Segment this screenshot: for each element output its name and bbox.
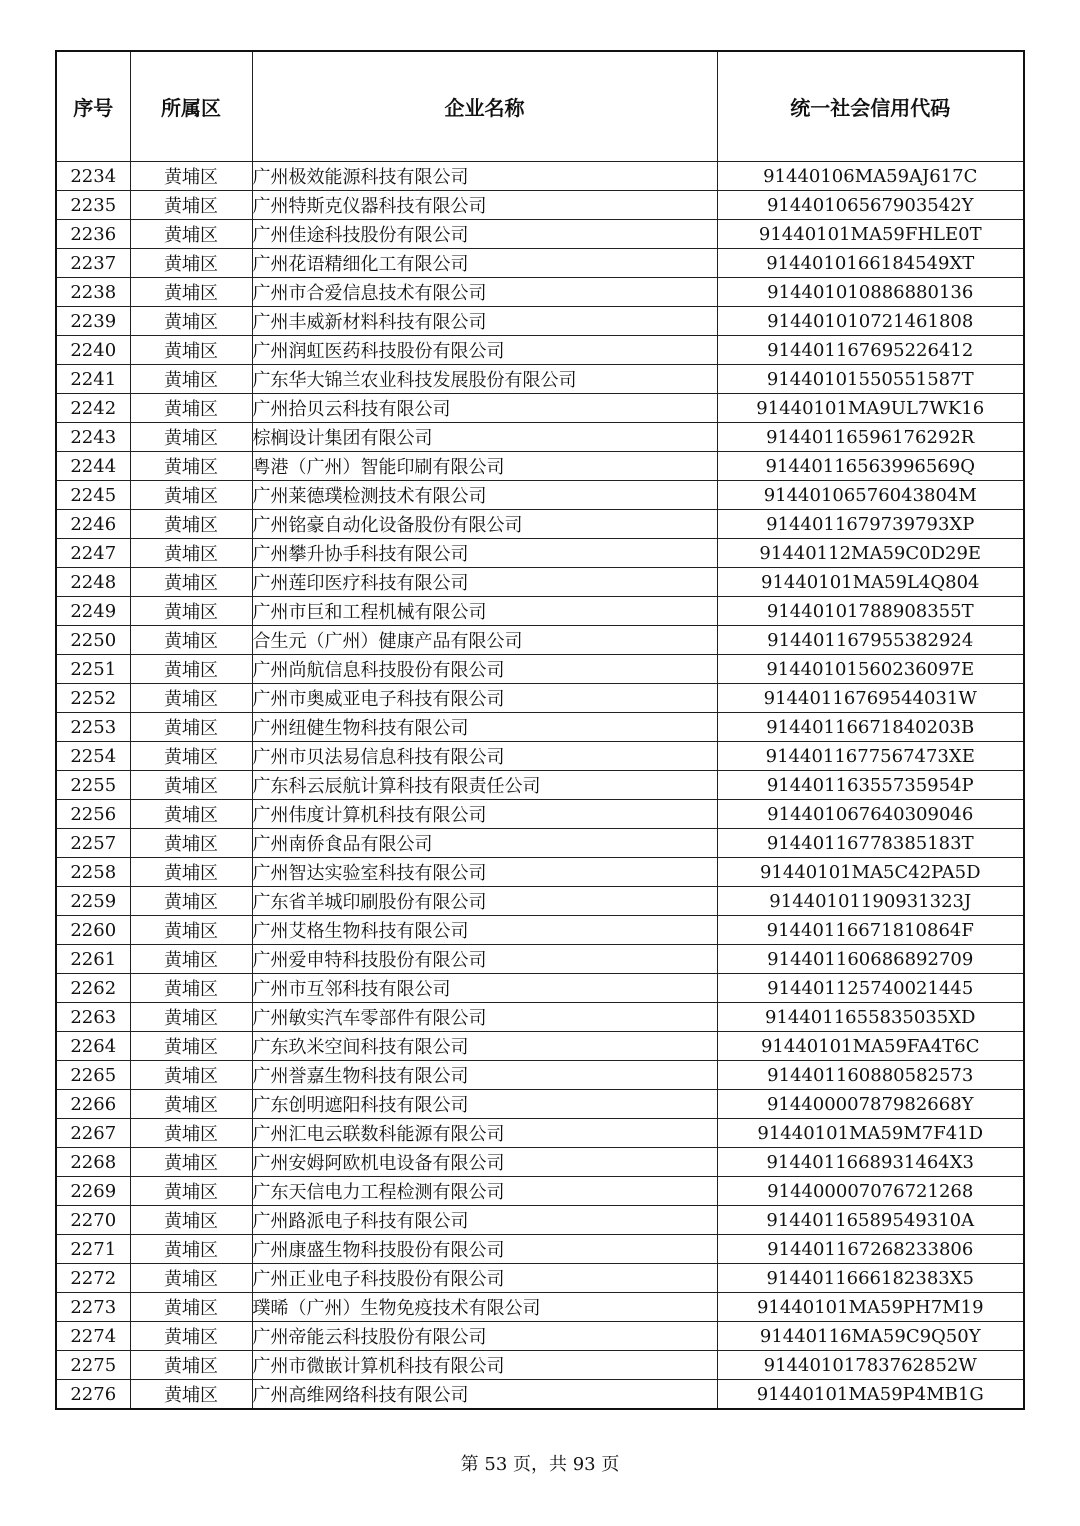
cell-district: 黄埔区 [130,1206,252,1235]
cell-company-name: 广东华大锦兰农业科技发展股份有限公司 [252,365,717,394]
cell-seq: 2249 [56,597,130,626]
cell-credit-code: 91440101MA59PH7M19 [717,1293,1024,1322]
header-district: 所属区 [130,51,252,162]
cell-company-name: 广州市巨和工程机械有限公司 [252,597,717,626]
cell-district: 黄埔区 [130,249,252,278]
cell-district: 黄埔区 [130,858,252,887]
cell-seq: 2243 [56,423,130,452]
table-row [56,1177,1024,1206]
cell-seq: 2250 [56,626,130,655]
cell-credit-code: 91440101788908355T [717,597,1024,626]
cell-seq: 2245 [56,481,130,510]
table-row [56,1351,1024,1380]
cell-district: 黄埔区 [130,1322,252,1351]
table-row [56,1119,1024,1148]
cell-credit-code: 914401167268233806 [717,1235,1024,1264]
cell-company-name: 广州爱申特科技股份有限公司 [252,945,717,974]
cell-district: 黄埔区 [130,684,252,713]
table-row [56,916,1024,945]
cell-credit-code: 914401160686892709 [717,945,1024,974]
cell-credit-code: 914401167695226412 [717,336,1024,365]
cell-seq: 2235 [56,191,130,220]
cell-seq: 2257 [56,829,130,858]
cell-credit-code: 91440000787982668Y [717,1090,1024,1119]
cell-district: 黄埔区 [130,394,252,423]
cell-seq: 2272 [56,1264,130,1293]
cell-company-name: 棕榈设计集团有限公司 [252,423,717,452]
cell-company-name: 广州尚航信息科技股份有限公司 [252,655,717,684]
cell-company-name: 广州莱德璞检测技术有限公司 [252,481,717,510]
cell-credit-code: 91440116MA59C9Q50Y [717,1322,1024,1351]
cell-seq: 2266 [56,1090,130,1119]
cell-company-name: 璞晞（广州）生物免疫技术有限公司 [252,1293,717,1322]
table-row [56,568,1024,597]
cell-credit-code: 91440101MA9UL7WK16 [717,394,1024,423]
cell-company-name: 广州智达实验室科技有限公司 [252,858,717,887]
table-row [56,365,1024,394]
cell-seq: 2258 [56,858,130,887]
cell-seq: 2275 [56,1351,130,1380]
table-row [56,336,1024,365]
table-row [56,655,1024,684]
cell-company-name: 广州帝能云科技股份有限公司 [252,1322,717,1351]
table-row [56,191,1024,220]
cell-company-name: 广州伟度计算机科技有限公司 [252,800,717,829]
cell-seq: 2240 [56,336,130,365]
cell-seq: 2237 [56,249,130,278]
cell-district: 黄埔区 [130,1003,252,1032]
cell-company-name: 广州丰威新材料科技有限公司 [252,307,717,336]
cell-company-name: 广州高维网络科技有限公司 [252,1380,717,1410]
cell-credit-code: 9144011655835035XD [717,1003,1024,1032]
table-row [56,220,1024,249]
table-row [56,887,1024,916]
cell-district: 黄埔区 [130,1264,252,1293]
cell-credit-code: 91440101783762852W [717,1351,1024,1380]
table-row [56,539,1024,568]
header-credit-code: 统一社会信用代码 [717,51,1024,162]
cell-seq: 2252 [56,684,130,713]
cell-seq: 2234 [56,162,130,191]
table-row [56,249,1024,278]
cell-company-name: 广州正业电子科技股份有限公司 [252,1264,717,1293]
cell-district: 黄埔区 [130,452,252,481]
cell-company-name: 广州南侨食品有限公司 [252,829,717,858]
table-row [56,597,1024,626]
cell-company-name: 广东玖米空间科技有限公司 [252,1032,717,1061]
cell-district: 黄埔区 [130,829,252,858]
cell-credit-code: 914401160880582573 [717,1061,1024,1090]
cell-district: 黄埔区 [130,336,252,365]
cell-credit-code: 91440106576043804M [717,481,1024,510]
cell-seq: 2261 [56,945,130,974]
cell-seq: 2276 [56,1380,130,1410]
cell-credit-code: 91440116778385183T [717,829,1024,858]
cell-seq: 2241 [56,365,130,394]
cell-company-name: 广州市微嵌计算机科技有限公司 [252,1351,717,1380]
cell-seq: 2256 [56,800,130,829]
cell-credit-code: 91440116563996569Q [717,452,1024,481]
table-row [56,278,1024,307]
table-row [56,423,1024,452]
enterprise-table [55,50,1025,1410]
cell-district: 黄埔区 [130,1380,252,1410]
cell-seq: 2236 [56,220,130,249]
cell-district: 黄埔区 [130,162,252,191]
cell-district: 黄埔区 [130,191,252,220]
cell-company-name: 广州安姆阿欧机电设备有限公司 [252,1148,717,1177]
cell-company-name: 广州市互邻科技有限公司 [252,974,717,1003]
cell-company-name: 广州特斯克仪器科技有限公司 [252,191,717,220]
cell-district: 黄埔区 [130,220,252,249]
table-row [56,1322,1024,1351]
cell-company-name: 广东科云辰航计算科技有限责任公司 [252,771,717,800]
cell-seq: 2254 [56,742,130,771]
table-row [56,510,1024,539]
cell-credit-code: 91440116671810864F [717,916,1024,945]
cell-company-name: 广州润虹医药科技股份有限公司 [252,336,717,365]
cell-seq: 2238 [56,278,130,307]
cell-seq: 2248 [56,568,130,597]
cell-company-name: 广州纽健生物科技有限公司 [252,713,717,742]
cell-district: 黄埔区 [130,1293,252,1322]
cell-credit-code: 91440101560236097E [717,655,1024,684]
cell-company-name: 粤港（广州）智能印刷有限公司 [252,452,717,481]
table-row [56,307,1024,336]
cell-credit-code: 9144011677567473XE [717,742,1024,771]
cell-seq: 2271 [56,1235,130,1264]
cell-seq: 2239 [56,307,130,336]
cell-credit-code: 91440101190931323J [717,887,1024,916]
cell-company-name: 广州敏实汽车零部件有限公司 [252,1003,717,1032]
table-header-row [56,51,1024,162]
cell-district: 黄埔区 [130,974,252,1003]
table-row [56,684,1024,713]
table-row [56,713,1024,742]
cell-credit-code: 91440101MA59FA4T6C [717,1032,1024,1061]
cell-company-name: 广州艾格生物科技有限公司 [252,916,717,945]
page-indicator: 第 53 页，共 93 页 [460,1454,620,1475]
cell-credit-code: 914401010721461808 [717,307,1024,336]
cell-company-name: 广州市贝法易信息科技有限公司 [252,742,717,771]
header-seq: 序号 [56,51,130,162]
table-body [56,162,1024,1410]
cell-company-name: 广州康盛生物科技股份有限公司 [252,1235,717,1264]
cell-company-name: 广州誉嘉生物科技有限公司 [252,1061,717,1090]
cell-district: 黄埔区 [130,1235,252,1264]
cell-credit-code: 9144010166184549XT [717,249,1024,278]
cell-seq: 2263 [56,1003,130,1032]
cell-district: 黄埔区 [130,1090,252,1119]
table-row [56,800,1024,829]
table-row [56,452,1024,481]
cell-seq: 2251 [56,655,130,684]
cell-company-name: 广州市奥威亚电子科技有限公司 [252,684,717,713]
cell-district: 黄埔区 [130,713,252,742]
cell-seq: 2255 [56,771,130,800]
cell-credit-code: 91440106567903542Y [717,191,1024,220]
cell-seq: 2253 [56,713,130,742]
table-row [56,1235,1024,1264]
cell-credit-code: 91440112MA59C0D29E [717,539,1024,568]
cell-district: 黄埔区 [130,771,252,800]
table-row [56,1003,1024,1032]
cell-seq: 2244 [56,452,130,481]
table-row [56,945,1024,974]
cell-district: 黄埔区 [130,887,252,916]
table-row [56,771,1024,800]
cell-credit-code: 91440101MA59M7F41D [717,1119,1024,1148]
table-row [56,1061,1024,1090]
table-row [56,1032,1024,1061]
cell-credit-code: 91440116355735954P [717,771,1024,800]
cell-credit-code: 91440116671840203B [717,713,1024,742]
table-row [56,1148,1024,1177]
cell-seq: 2273 [56,1293,130,1322]
cell-credit-code: 914400007076721268 [717,1177,1024,1206]
cell-district: 黄埔区 [130,916,252,945]
cell-district: 黄埔区 [130,1351,252,1380]
cell-credit-code: 91440101550551587T [717,365,1024,394]
cell-credit-code: 9144011668931464X3 [717,1148,1024,1177]
cell-credit-code: 9144011666182383X5 [717,1264,1024,1293]
cell-district: 黄埔区 [130,1061,252,1090]
cell-district: 黄埔区 [130,510,252,539]
cell-district: 黄埔区 [130,365,252,394]
cell-company-name: 广州拾贝云科技有限公司 [252,394,717,423]
cell-seq: 2265 [56,1061,130,1090]
cell-company-name: 广州汇电云联数科能源有限公司 [252,1119,717,1148]
cell-credit-code: 914401067640309046 [717,800,1024,829]
cell-company-name: 合生元（广州）健康产品有限公司 [252,626,717,655]
cell-credit-code: 9144011679739793XP [717,510,1024,539]
cell-credit-code: 91440101MA5C42PA5D [717,858,1024,887]
cell-company-name: 广州攀升协手科技有限公司 [252,539,717,568]
cell-district: 黄埔区 [130,1032,252,1061]
cell-credit-code: 914401125740021445 [717,974,1024,1003]
cell-company-name: 广州佳途科技股份有限公司 [252,220,717,249]
cell-seq: 2270 [56,1206,130,1235]
cell-credit-code: 914401010886880136 [717,278,1024,307]
cell-district: 黄埔区 [130,1177,252,1206]
cell-company-name: 广东创明遮阳科技有限公司 [252,1090,717,1119]
table-row [56,829,1024,858]
cell-credit-code: 91440101MA59P4MB1G [717,1380,1024,1410]
cell-company-name: 广州路派电子科技有限公司 [252,1206,717,1235]
cell-district: 黄埔区 [130,481,252,510]
table-row [56,742,1024,771]
cell-seq: 2262 [56,974,130,1003]
cell-company-name: 广州市合爱信息技术有限公司 [252,278,717,307]
cell-company-name: 广州花语精细化工有限公司 [252,249,717,278]
table-row [56,626,1024,655]
table-row [56,974,1024,1003]
cell-seq: 2242 [56,394,130,423]
cell-district: 黄埔区 [130,568,252,597]
cell-district: 黄埔区 [130,423,252,452]
cell-credit-code: 91440116589549310A [717,1206,1024,1235]
cell-district: 黄埔区 [130,539,252,568]
cell-seq: 2267 [56,1119,130,1148]
cell-company-name: 广州极效能源科技有限公司 [252,162,717,191]
cell-district: 黄埔区 [130,278,252,307]
table-row [56,162,1024,191]
cell-district: 黄埔区 [130,597,252,626]
table-row [56,1264,1024,1293]
cell-credit-code: 91440116596176292R [717,423,1024,452]
cell-company-name: 广东省羊城印刷股份有限公司 [252,887,717,916]
cell-district: 黄埔区 [130,655,252,684]
cell-seq: 2274 [56,1322,130,1351]
header-company-name: 企业名称 [252,51,717,162]
cell-district: 黄埔区 [130,626,252,655]
cell-district: 黄埔区 [130,800,252,829]
cell-credit-code: 91440101MA59FHLE0T [717,220,1024,249]
cell-credit-code: 91440116769544031W [717,684,1024,713]
table-row [56,1090,1024,1119]
cell-seq: 2246 [56,510,130,539]
cell-district: 黄埔区 [130,307,252,336]
table-row [56,481,1024,510]
table-row [56,1206,1024,1235]
cell-seq: 2268 [56,1148,130,1177]
cell-credit-code: 91440106MA59AJ617C [717,162,1024,191]
table-row [56,858,1024,887]
cell-credit-code: 914401167955382924 [717,626,1024,655]
cell-credit-code: 91440101MA59L4Q804 [717,568,1024,597]
cell-seq: 2259 [56,887,130,916]
table-row [56,1380,1024,1410]
cell-seq: 2269 [56,1177,130,1206]
cell-seq: 2260 [56,916,130,945]
cell-company-name: 广州铭豪自动化设备股份有限公司 [252,510,717,539]
table-row [56,394,1024,423]
cell-company-name: 广州莲印医疗科技有限公司 [252,568,717,597]
cell-district: 黄埔区 [130,1148,252,1177]
cell-seq: 2247 [56,539,130,568]
cell-district: 黄埔区 [130,945,252,974]
cell-company-name: 广东天信电力工程检测有限公司 [252,1177,717,1206]
cell-district: 黄埔区 [130,742,252,771]
cell-district: 黄埔区 [130,1119,252,1148]
cell-seq: 2264 [56,1032,130,1061]
table-row [56,1293,1024,1322]
